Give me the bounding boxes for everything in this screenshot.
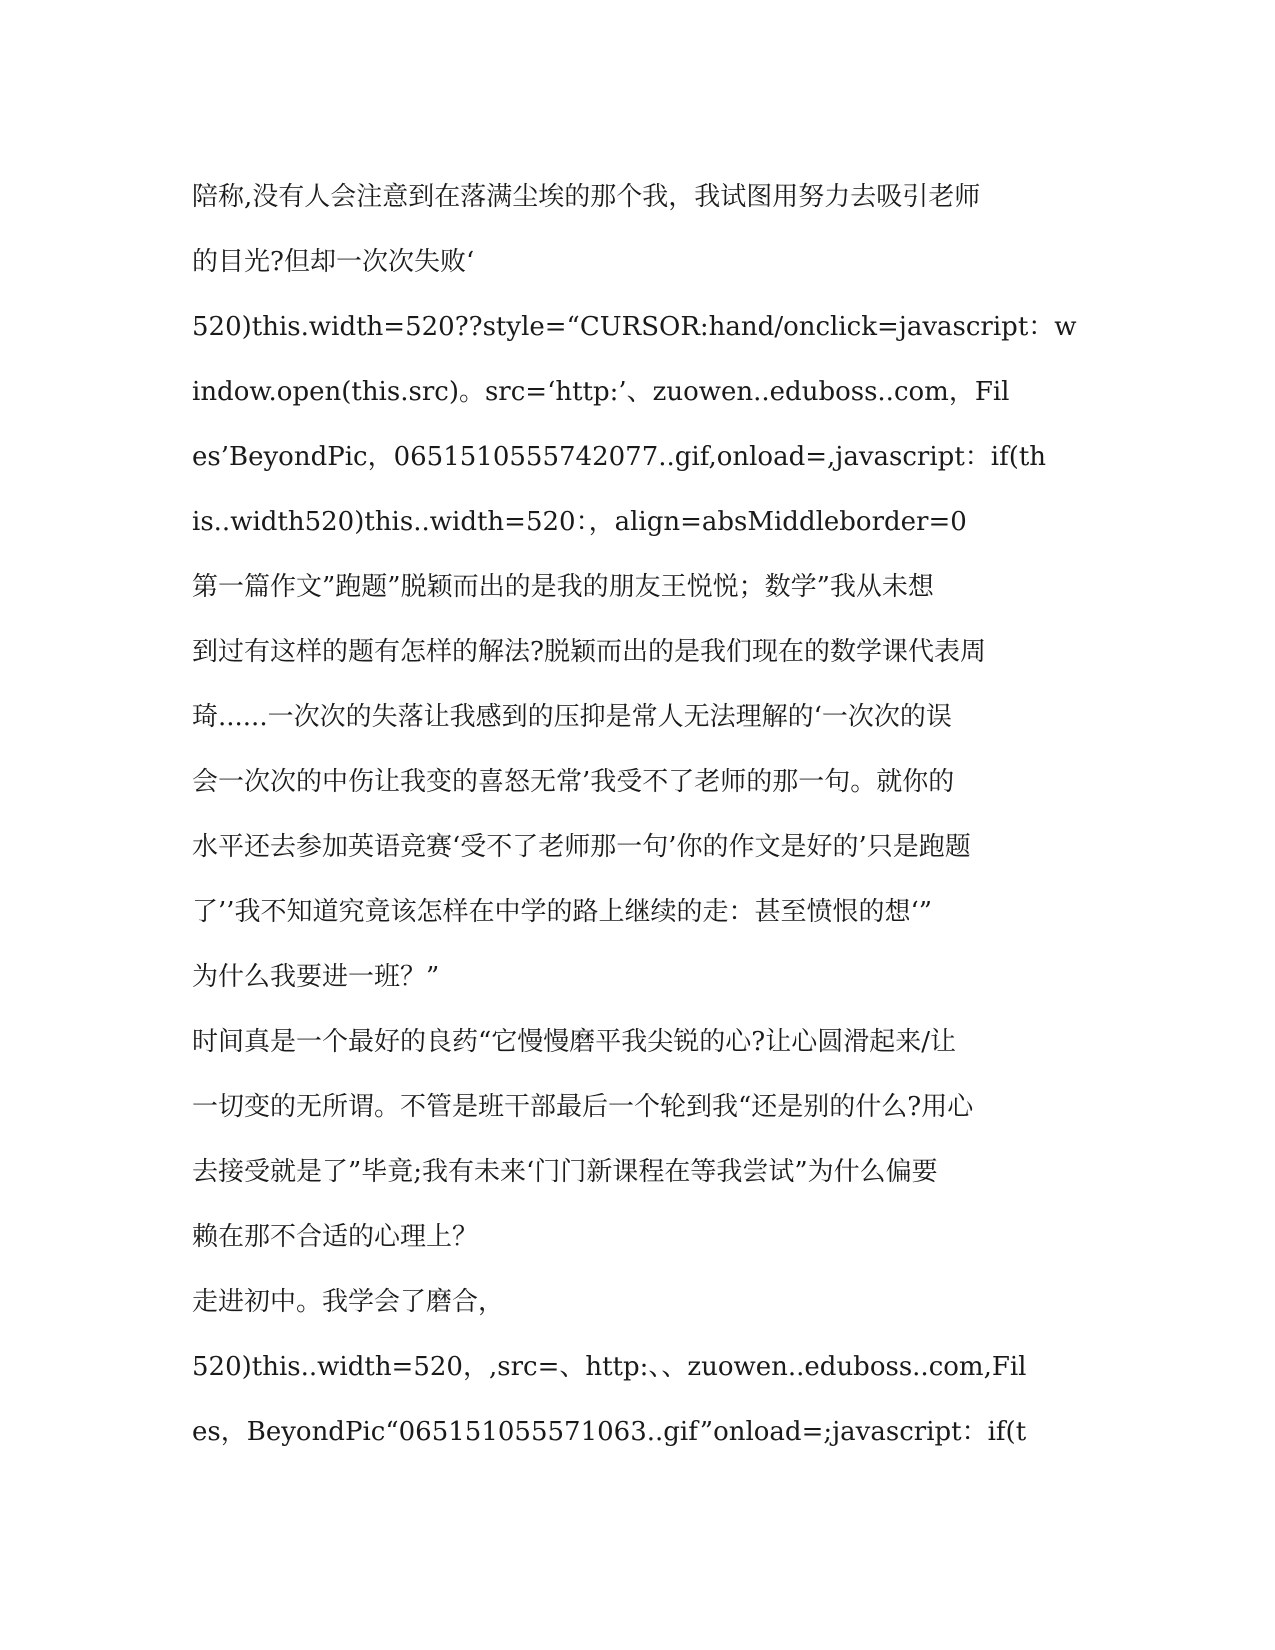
- text-line-20: es，BeyondPic“065151055571063..gif”onload=;javascript：if(t: [192, 1417, 1027, 1447]
- text-line-4: indow.open(this.src)。src=‘http:’、zuowen..eduboss..com，Fil: [192, 377, 1010, 407]
- text-line-10: 会一次次的中伤让我变的喜怒无常’我受不了老师的那一句。就你的: [192, 767, 955, 797]
- text-line-2: 的目光?但却一次次失败‘: [192, 247, 475, 277]
- text-line-12: 了’’我不知道究竟该怎样在中学的路上继续的走：甚至愤恨的想‘”: [192, 897, 933, 927]
- text-line-9: 琦......一次次的失落让我感到的压抑是常人无法理解的‘一次次的误: [192, 702, 952, 732]
- text-line-6: is..width520)this..width=520：，align=absMiddleborder=0: [192, 507, 967, 537]
- text-line-11: 水平还去参加英语竞赛‘受不了老师那一句’你的作文是好的’只是跑题: [192, 832, 971, 862]
- text-line-19: 520)this..width=520，,src=、http:、、zuowen..eduboss..com,Fil: [192, 1352, 1027, 1382]
- document-body: [192, 165, 1082, 1465]
- text-line-13: 为什么我要进一班？”: [192, 962, 440, 992]
- text-line-17: 赖在那不合适的心理上？: [192, 1222, 479, 1252]
- text-line-18: 走进初中。我学会了磨合，: [192, 1287, 505, 1317]
- text-line-16: 去接受就是了”毕竟;我有未来‘门门新课程在等我尝试”为什么偏要: [192, 1157, 938, 1187]
- text-line-15: 一切变的无所谓。不管是班干部最后一个轮到我“还是别的什么?用心: [192, 1092, 974, 1122]
- text-line-1: 陪称,没有人会注意到在落满尘埃的那个我，我试图用努力去吸引老师: [192, 182, 981, 212]
- text-line-5: es’BeyondPic，0651510555742077..gif,onload=,javascript：if(th: [192, 442, 1047, 472]
- text-line-7: 第一篇作文”跑题”脱颖而出的是我的朋友王悦悦；数学”我从未想: [192, 572, 934, 602]
- text-line-8: 到过有这样的题有怎样的解法?脱颖而出的是我们现在的数学课代表周: [192, 637, 986, 667]
- text-line-14: 时间真是一个最好的良药“它慢慢磨平我尖锐的心?让心圆滑起来/让: [192, 1027, 956, 1057]
- text-line-3: 520)this.width=520??style=“CURSOR:hand/onclick=javascript：w: [192, 312, 1077, 342]
